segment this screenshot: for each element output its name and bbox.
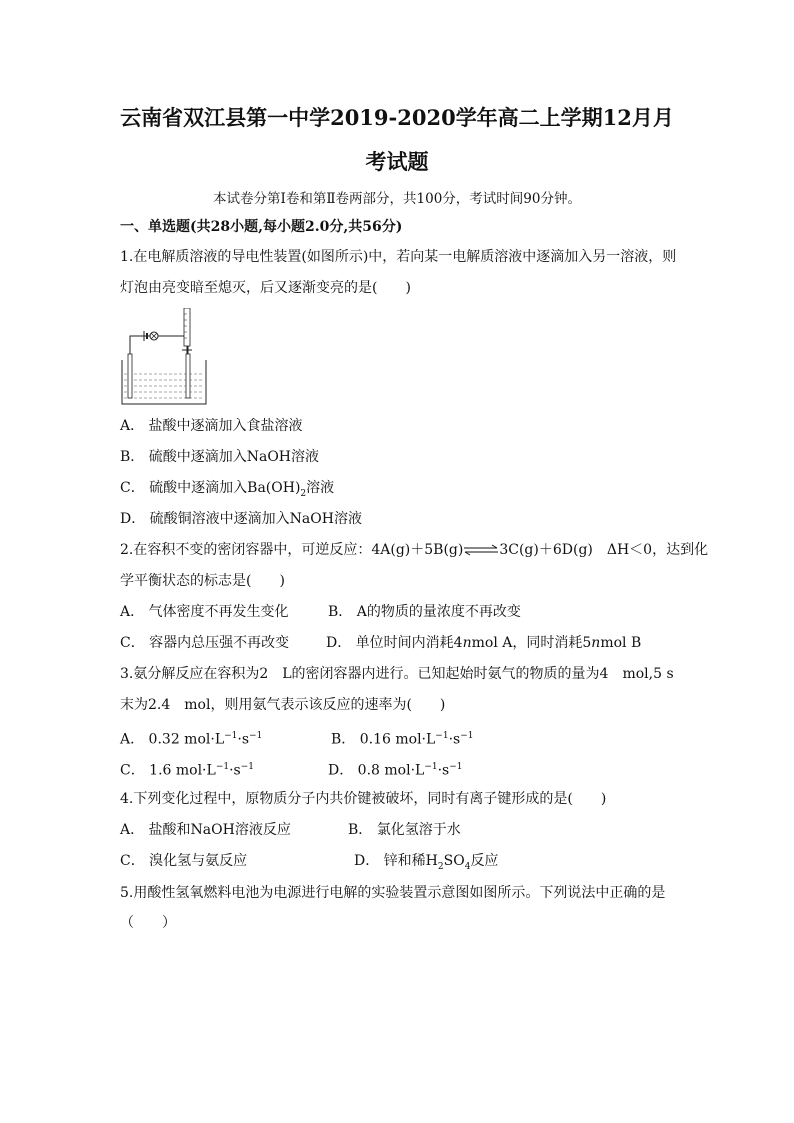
q3-stem-line1: 3.氨分解反应在容积为2 L的密闭容器内进行。已知起始时氨气的物质的量为4 mol,5 s (120, 666, 674, 682)
q4-stem: 4.下列变化过程中，原物质分子内共价键被破坏，同时有离子键形成的是( ) (120, 791, 607, 807)
q2-option-b: B． A的物质的量浓度不再改变 (328, 604, 521, 620)
q1-option-d: D． 硫酸铜溶液中逐滴加入NaOH溶液 (120, 511, 362, 527)
q2-stem-line2: 学平衡状态的标志是( ) (120, 573, 285, 589)
q1-option-b: B． 硫酸中逐滴加入NaOH溶液 (120, 449, 320, 465)
q3-option-c: C． 1.6 $mol\cdot L^{-1}\cdot s^{-1}$ (120, 762, 255, 779)
title-line-1: 云南省双江县第一中学2019-2020学年高二上学期12月月 (120, 105, 674, 130)
title-line-2: 考试题 (365, 149, 429, 174)
q2-option-d: D． 单位时间内消耗4nmol A，同时消耗5nmol B (326, 635, 642, 651)
q4-option-a: A． 盐酸和NaOH溶液反应 (120, 822, 291, 838)
q2-stem-line1: 2.在容积不变的密闭容器中，可逆反应：4A(g)＋5B(g) 3C(g)＋6D(g) ΔH＜0，达到化 (120, 542, 709, 558)
exam-intro: 本试卷分第Ⅰ卷和第Ⅱ卷两部分，共100分，考试时间90分钟。 (213, 191, 581, 207)
q3-stem-line2: 末为2.4 mol，则用氨气表示该反应的速率为( ) (120, 697, 446, 713)
q4-option-c: C． 溴化氢与氨反应 (120, 853, 248, 869)
section-heading: 一、单选题(共28小题,每小题2.0分,共56分) (120, 219, 403, 235)
q3-option-b: B． 0.16 $mol\cdot L^{-1}\cdot s^{-1}$ (331, 731, 474, 748)
reversible-arrow-icon (463, 544, 499, 556)
q2-option-a: A． 气体密度不再发生变化 (120, 604, 289, 620)
q5-stem-line1: 5.用酸性氢氧燃料电池为电源进行电解的实验装置示意图如图所示。下列说法中正确的是 (120, 885, 666, 901)
q1-option-a: A． 盐酸中逐滴加入食盐溶液 (120, 418, 303, 434)
q4-option-d: D． 锌和稀$H_2SO_4$反应 (354, 853, 499, 872)
conductivity-apparatus-figure (118, 308, 210, 408)
q3-option-a: A． 0.32 $mol\cdot L^{-1}\cdot s^{-1}$ (120, 731, 263, 748)
q4-option-b: B． 氯化氢溶于水 (348, 822, 461, 838)
q1-stem-line2: 灯泡由亮变暗至熄灭，后又逐渐变亮的是( ) (120, 280, 411, 296)
q2-option-c: C． 容器内总压强不再改变 (120, 635, 290, 651)
q3-option-d: D． 0.8 $mol\cdot L^{-1}\cdot s^{-1}$ (328, 762, 463, 779)
q5-stem-line2: （ ） (120, 915, 176, 931)
q1-option-c: C． 硫酸中逐滴加入$Ba(OH)_2$溶液 (120, 480, 335, 499)
q1-stem-line1: 1.在电解质溶液的导电性装置(如图所示)中，若向某一电解质溶液中逐滴加入另一溶液，则 (120, 249, 677, 265)
